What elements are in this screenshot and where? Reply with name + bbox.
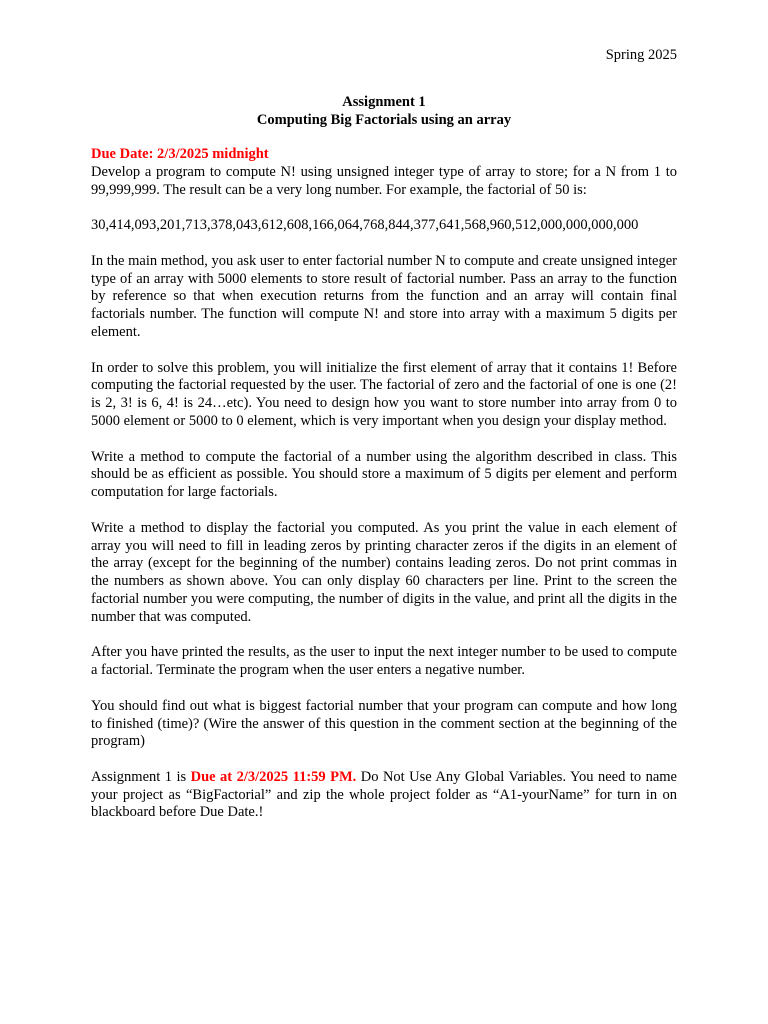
- final-paragraph: [91, 769, 677, 822]
- final-suffix: Do Not Use Any Global Variables. You need to name your project as “BigFactorial” and zip the whole project folder as “A1-yourName” for turn in on blackboard before Due Date.!: [91, 768, 677, 821]
- display-method-paragraph: Write a method to display the factorial you computed. As you print the value in each element of array you will need to fill in leading zeros by printing character zeros if the digits in an element of the array (except for the beginning of the number) contains leading zeros. Do not print commas in the numbers as shown above. You can only display 60 characters per line. Print to the screen the factorial number you were computing, the number of digits in the value, and print all the digits in the number that was computed.: [91, 519, 677, 625]
- initialize-paragraph: In order to solve this problem, you will initialize the first element of array that it contains 1! Before computing the factorial requested by the user. The factorial of zero and the factorial of one is one (2! is 2, 3! is 6, 4! is 24…etc). You need to design how you want to store number into array from 0 to 5000 element or 5000 to 0 element, which is very important when you design your display method.: [91, 359, 677, 429]
- assignment-title: Assignment 1: [342, 94, 426, 110]
- main-method-paragraph: In the main method, you ask user to enter factorial number N to compute and create unsigned integer type of an array with 5000 elements to store result of factorial number. Pass an array to the function by reference so that when execution returns from the function and an array will contain final factorials number. The function will compute N! and store into array with a maximum 5 digits per element.: [91, 252, 677, 340]
- title-block: [0, 93, 768, 129]
- document-body: [91, 146, 677, 840]
- final-due-date: Due at 2/3/2025 11:59 PM.: [190, 768, 357, 785]
- loop-paragraph: After you have printed the results, as the user to input the next integer number to be used to compute a factorial. Terminate the program when the user enters a negative number.: [91, 644, 677, 679]
- biggest-factorial-paragraph: You should find out what is biggest factorial number that your program can compute and how long to finished (time)? (Wire the answer of this question in the comment section at the beginning of the program): [91, 697, 677, 750]
- semester-label: Spring 2025: [605, 47, 677, 63]
- compute-method-paragraph: Write a method to compute the factorial of a number using the algorithm described in class. This should be as efficient as possible. You should store a maximum of 5 digits per element and perform computation for large factorials.: [91, 448, 677, 501]
- final-prefix: Assignment 1 is: [91, 768, 191, 785]
- assignment-subtitle: Computing Big Factorials using an array: [256, 112, 512, 128]
- example-factorial-value: 30,414,093,201,713,378,043,612,608,166,064,768,844,377,641,568,960,512,000,000,000,000: [91, 217, 639, 234]
- due-date-label: Due Date: 2/3/2025 midnight: [91, 146, 269, 162]
- intro-paragraph: Develop a program to compute N! using unsigned integer type of array to store; for a N from 1 to 99,999,999. The result can be a very long number. For example, the factorial of 50 is:: [91, 163, 677, 198]
